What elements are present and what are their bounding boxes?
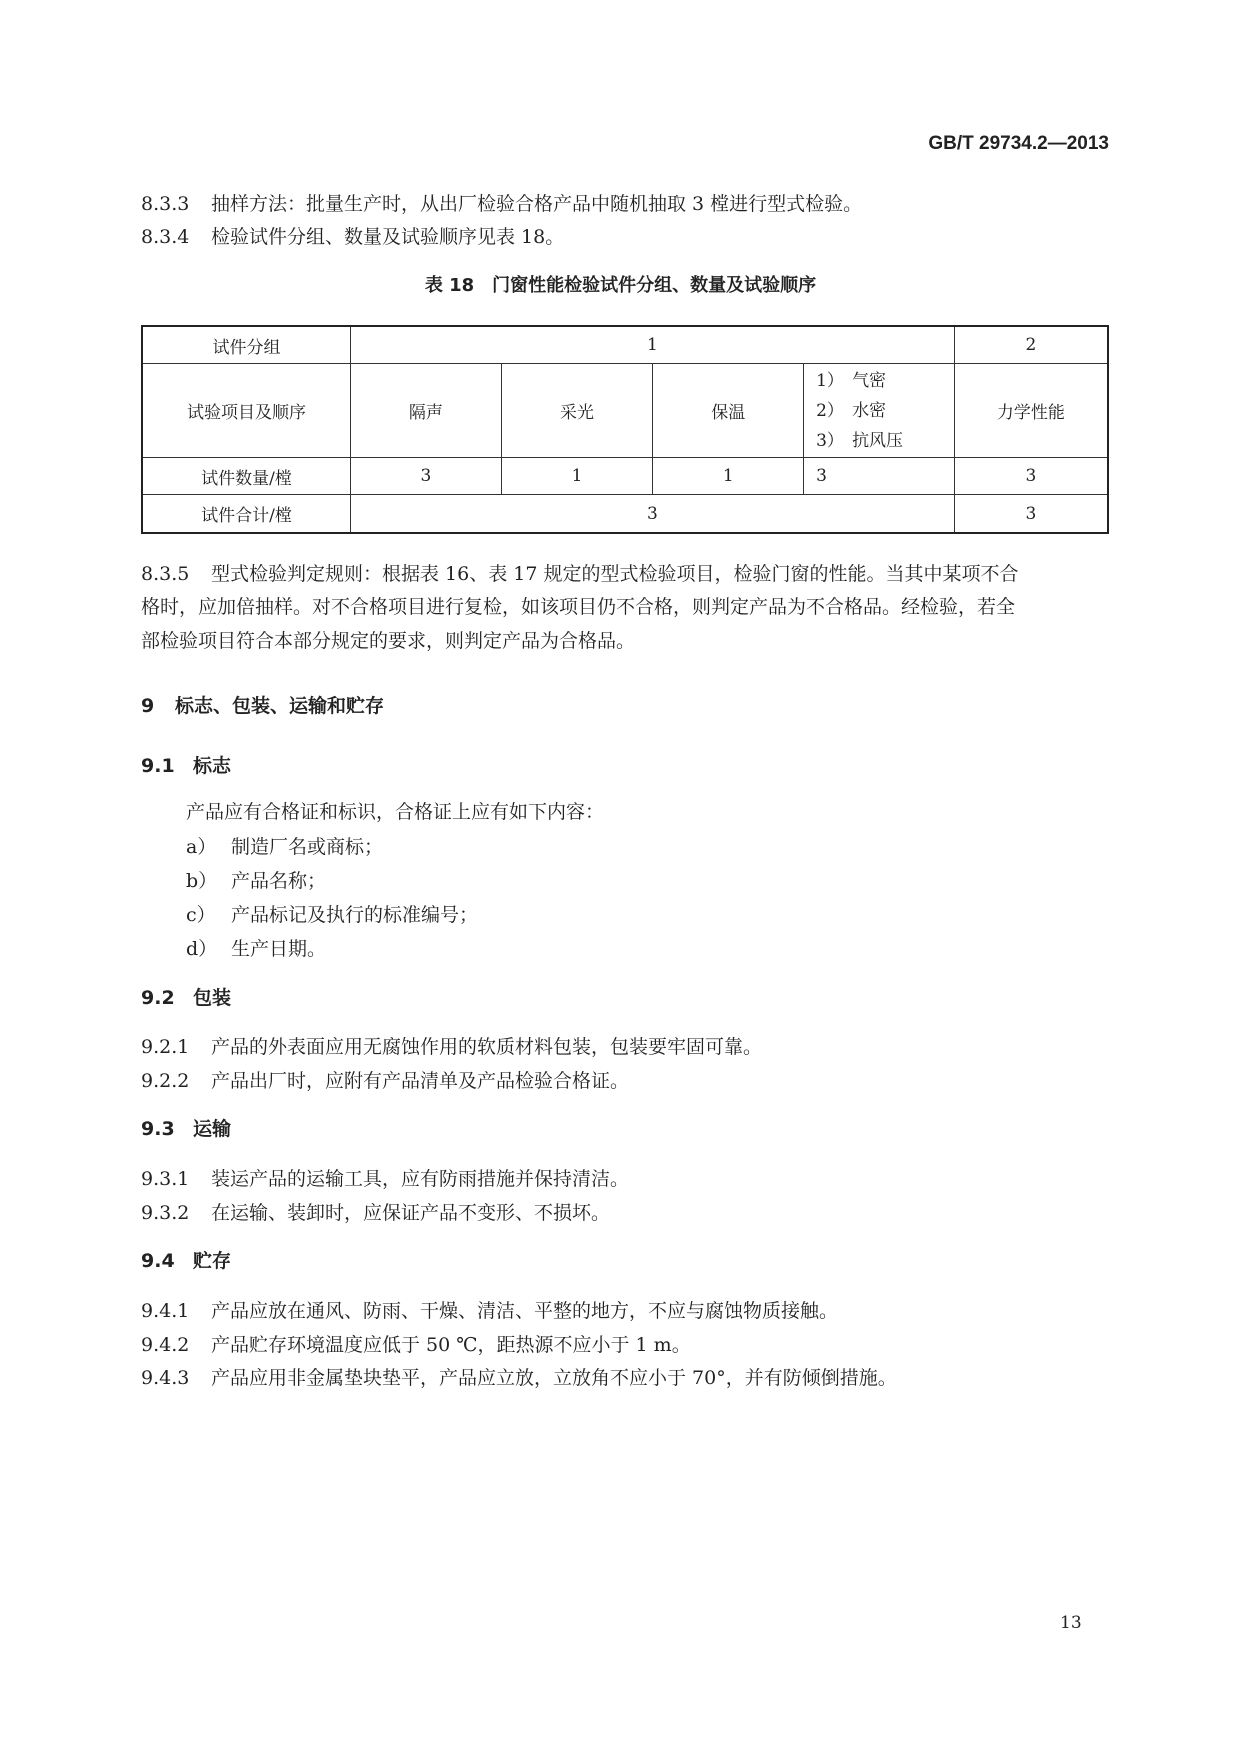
standard-code: GB/T 29734.2—2013 [928, 133, 1109, 154]
section-title: 标志、包装、运输和贮存 [175, 695, 385, 717]
clause-number: 9.4.1 [141, 1300, 190, 1322]
clause-number: 8.3.4 [141, 226, 190, 248]
list-marker: b） [186, 870, 218, 892]
qty-cell: 3 [954, 458, 1108, 495]
section-title: 贮存 [193, 1250, 232, 1272]
clause-number: 9.4.2 [141, 1334, 190, 1356]
clause-8-3-5-line: 部检验项目符合本部分规定的要求，则判定产品为合格品。 [141, 630, 636, 652]
clause-text: 产品的外表面应用无腐蚀作用的软质材料包装，包装要牢固可靠。 [211, 1036, 763, 1058]
clause [141, 1070, 629, 1092]
test-item: 保温 [653, 364, 804, 458]
section-title: 运输 [193, 1118, 232, 1140]
row-label: 试验项目及顺序 [142, 364, 351, 458]
clause [141, 1168, 629, 1190]
section-number: 9.2 [141, 987, 175, 1009]
list-text: 产品名称； [231, 870, 327, 892]
page-number: 13 [1060, 1613, 1082, 1633]
list-text: 制造厂名或商标； [231, 836, 384, 858]
table-row [142, 364, 1108, 458]
table-row [142, 495, 1108, 534]
clause-text: 产品应放在通风、防雨、干燥、清洁、平整的地方，不应与腐蚀物质接触。 [211, 1300, 839, 1322]
table-row [142, 326, 1108, 364]
clause-number: 9.4.3 [141, 1367, 190, 1389]
paragraph: 产品应有合格证和标识，合格证上应有如下内容： [186, 801, 605, 823]
list-text: 生产日期。 [231, 938, 327, 960]
clause-text: 产品出厂时，应附有产品清单及产品检验合格证。 [211, 1070, 630, 1092]
list-marker: c） [186, 904, 216, 926]
list-text: 产品标记及执行的标准编号； [231, 904, 479, 926]
seq-item: 抗风压 [852, 430, 904, 451]
section-number: 9.1 [141, 755, 175, 777]
row-label: 试件分组 [142, 326, 351, 364]
total-cell: 3 [351, 495, 955, 534]
group-1: 1 [351, 326, 955, 364]
subsection-heading [141, 987, 231, 1009]
seq-marker: 2） [816, 400, 844, 421]
qty-cell: 1 [653, 458, 804, 495]
clause-text: 检验试件分组、数量及试验顺序见表 18。 [211, 226, 565, 248]
group-2: 2 [954, 326, 1108, 364]
list-item [186, 904, 478, 926]
clause [141, 1334, 691, 1356]
qty-cell: 1 [501, 458, 653, 495]
subsection-heading [141, 755, 231, 777]
list-marker: a） [186, 836, 217, 858]
clause-text: 在运输、装卸时，应保证产品不变形、不损坏。 [211, 1202, 611, 1224]
clause-8-3-5-line: 格时，应加倍抽样。对不合格项目进行复检，如该项目仍不合格，则判定产品为不合格品。经检验，若全 [141, 596, 1016, 618]
subsection-heading [141, 1250, 231, 1272]
clause-text: 抽样方法：批量生产时，从出厂检验合格产品中随机抽取 3 樘进行型式检验。 [211, 193, 863, 215]
clause-text: 产品应用非金属垫块垫平，产品应立放，立放角不应小于 70°，并有防倾倒措施。 [211, 1367, 897, 1389]
section-title: 标志 [193, 755, 232, 777]
section-number: 9.3 [141, 1118, 175, 1140]
row-label: 试件合计/樘 [142, 495, 351, 534]
section-title: 包装 [193, 987, 232, 1009]
seq-item: 水密 [852, 400, 887, 421]
section-number: 9 [141, 695, 155, 717]
clause [141, 1300, 838, 1322]
clause-8-3-4 [141, 226, 564, 248]
clause-text: 型式检验判定规则：根据表 16、表 17 规定的型式检验项目，检验门窗的性能。当其中某项不合 [211, 563, 1019, 585]
clause-8-3-5-line [141, 563, 1018, 585]
clause [141, 1036, 762, 1058]
section-number: 9.4 [141, 1250, 175, 1272]
clause [141, 1202, 610, 1224]
seq-marker: 1） [816, 370, 844, 391]
clause-number: 9.2.2 [141, 1070, 190, 1092]
clause-text: 装运产品的运输工具，应有防雨措施并保持清洁。 [211, 1168, 630, 1190]
clause-number: 8.3.3 [141, 193, 190, 215]
row-label: 试件数量/樘 [142, 458, 351, 495]
qty-cell: 3 [804, 458, 955, 495]
clause [141, 1367, 897, 1389]
list-marker: d） [186, 938, 218, 960]
seq-item: 气密 [852, 370, 887, 391]
list-item [186, 938, 326, 960]
qty-cell: 3 [351, 458, 502, 495]
list-item [186, 870, 326, 892]
test-item: 采光 [501, 364, 653, 458]
table-18 [141, 325, 1109, 534]
table-caption: 表 18 门窗性能检验试件分组、数量及试验顺序 [424, 275, 817, 296]
clause-number: 9.3.1 [141, 1168, 190, 1190]
list-item [186, 836, 383, 858]
test-sequence [804, 364, 955, 458]
subsection-heading [141, 1118, 231, 1140]
clause-text: 产品贮存环境温度应低于 50 ℃，距热源不应小于 1 m。 [211, 1334, 691, 1356]
seq-marker: 3） [816, 430, 844, 451]
test-item: 隔声 [351, 364, 502, 458]
clause-8-3-3 [141, 193, 862, 215]
clause-number: 8.3.5 [141, 563, 190, 585]
clause-number: 9.2.1 [141, 1036, 190, 1058]
total-cell: 3 [954, 495, 1108, 534]
section-heading [141, 695, 384, 717]
clause-number: 9.3.2 [141, 1202, 190, 1224]
test-item: 力学性能 [954, 364, 1108, 458]
table-row [142, 458, 1108, 495]
